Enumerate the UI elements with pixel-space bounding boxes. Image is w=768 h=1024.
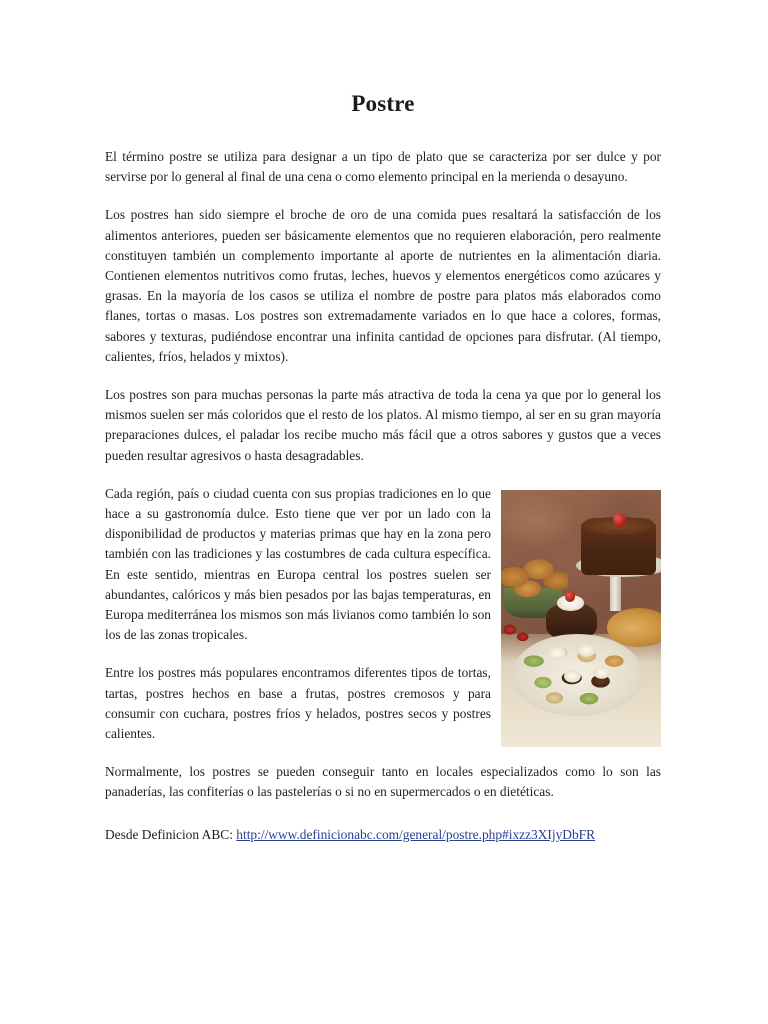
source-prefix: Desde Definicion ABC: bbox=[105, 826, 237, 842]
photo-bundt-cherry bbox=[565, 591, 575, 601]
paragraph-2: Los postres han sido siempre el broche de oro de una comida pues resaltará la satisfacción de los alimentos anteriores, pueden ser básicamente elementos que no requieren elaboración, pero realmente constituyen también un complemento importante al aporte de nutrientes en la alimentación diaria. Contienen elementos nutritivos como frutas, leches, huevos y elementos energéticos como azúcares y grasas. En la mayoría de los casos se utiliza el nombre de postre para platos más elaborados como flanes, tortas o masas. Los postres son extremadamente variados en lo que hace a colores, formas, sabores y texturas, pudiéndose encontrar una infinita cantidad de opciones para disfrutar. (Al tiempo, calientes, fríos, helados y mixtos). bbox=[105, 207, 661, 364]
page-title: Postre bbox=[351, 91, 415, 116]
document-body bbox=[105, 0, 661, 845]
source-url-link[interactable]: http://www.definicionabc.com/general/postre.php#ixzz3XIjyDbFR bbox=[236, 826, 596, 842]
paragraph-5: Entre los postres más populares encontramos diferentes tipos de tortas, tartas, postres hechos en base a frutas, postres cremosos y para consumir con cuchara, postres fríos y helados, postres secos y postres calientes. bbox=[105, 665, 491, 742]
paragraph-1: El término postre se utiliza para designar a un tipo de plato que se caracteriza por ser dulce y por servirse por lo general al final de una cena o como elemento principal en la merienda o desayuno. bbox=[105, 149, 661, 185]
paragraph-6: Normalmente, los postres se pueden conseguir tanto en locales especializados como lo son las panaderías, las confiterías o las pastelerías o si no en supermercados o en dietéticas. bbox=[105, 764, 661, 800]
paragraph-4: Cada región, país o ciudad cuenta con sus propias tradiciones en lo que hace a su gastronomía dulce. Esto tiene que ver por un lado con la disponibilidad de productos y materias primas que hay en la zona pero también con las tradiciones y las costumbres de cada cultura específica. En este sentido, mientras en Europa central los postres suelen ser abundantes, calóricos y más bien pesados por las bajas temperaturas, en Europa mediterránea los mismos son más livianos como también lo son los de las zonas tropicales. bbox=[105, 485, 491, 643]
photo-muffins bbox=[501, 549, 568, 600]
source-attribution bbox=[105, 825, 661, 845]
dessert-assortment-photo bbox=[501, 490, 661, 747]
photo-cake-stand-stem bbox=[610, 575, 621, 611]
photo-canvas bbox=[501, 490, 661, 747]
photo-sprinkle-cupcakes bbox=[543, 644, 613, 690]
photo-cake-cherry bbox=[613, 513, 626, 527]
paragraph-3: Los postres son para muchas personas la parte más atractiva de toda la cena ya que por lo general los mismos suelen ser más coloridos que el resto de los platos. Al mismo tiempo, al ser en su gran mayoría preparaciones dulces, el paladar los recibe mucho más fácil que a otros sabores y gustos que a veces pueden resultar agresivos o hasta desagradables. bbox=[105, 387, 661, 463]
